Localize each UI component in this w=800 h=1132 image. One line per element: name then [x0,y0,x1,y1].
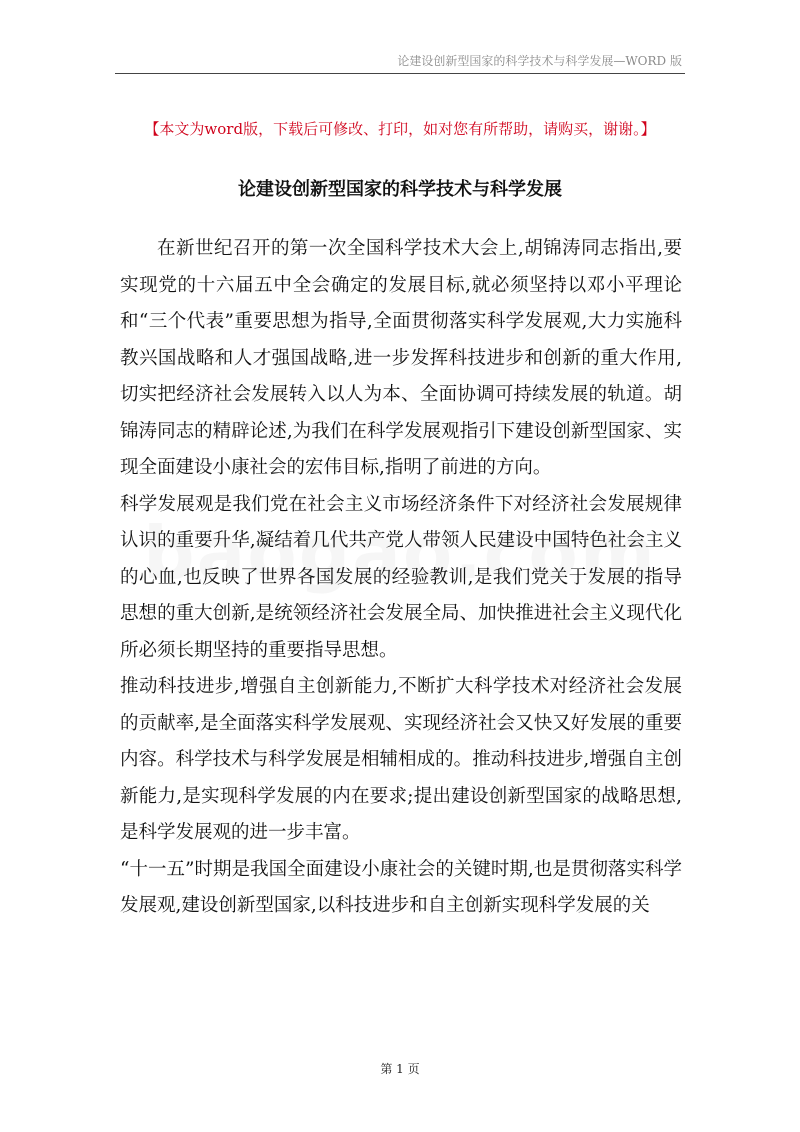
download-notice: 【本文为word版，下载后可修改、打印，如对您有所帮助，请购买，谢谢。】 [144,120,656,138]
paragraph-3: 推动科技进步,增强自主创新能力,不断扩大科学技术对经济社会发展的贡献率,是全面落实科学发展观、实现经济社会又快又好发展的重要内容。科学技术与科学发展是相辅相成的。推动科技进步,增强自主创新能力,是实现科学发展的内在要求;提出建设创新型国家的战略思想,是科学发展观的进一步丰富。 [120,676,682,843]
paragraph-4: “十一五”时期是我国全面建设小康社会的关键时期,也是贯彻落实科学发展观,建设创新型国家,以科技进步和自主创新实现科学发展的关 [120,858,682,916]
header-divider [115,73,685,74]
page-number: 第 1 页 [380,1062,420,1076]
paragraph-1: 在新世纪召开的第一次全国科学技术大会上,胡锦涛同志指出,要实现党的十六届五中全会确定的发展目标,就必须坚持以邓小平理论和“三个代表”重要思想为指导,全面贯彻落实科学发展观,大力实施科教兴国战略和人才强国战略,进一步发挥科技进步和创新的重大作用,切实把经济社会发展转入以人为本、全面协调可持续发展的轨道。胡锦涛同志的精辟论述,为我们在科学发展观指引下建设创新型国家、实现全面建设小康社会的宏伟目标,指明了前进的方向。 [120,238,682,478]
running-header: 论建设创新型国家的科学技术与科学发展—WORD 版 [397,54,682,68]
paragraph-2: 科学发展观是我们党在社会主义市场经济条件下对经济社会发展规律认识的重要升华,凝结着几代共产党人带领人民建设中国特色社会主义的心血,也反映了世界各国发展的经验教训,是我们党关于发展的指导思想的重大创新,是统领经济社会发展全局、加快推进社会主义现代化所必须长期坚持的重要指导思想。 [120,493,682,661]
document-body [120,231,682,925]
document-title: 论建设创新型国家的科学技术与科学发展 [238,179,562,200]
